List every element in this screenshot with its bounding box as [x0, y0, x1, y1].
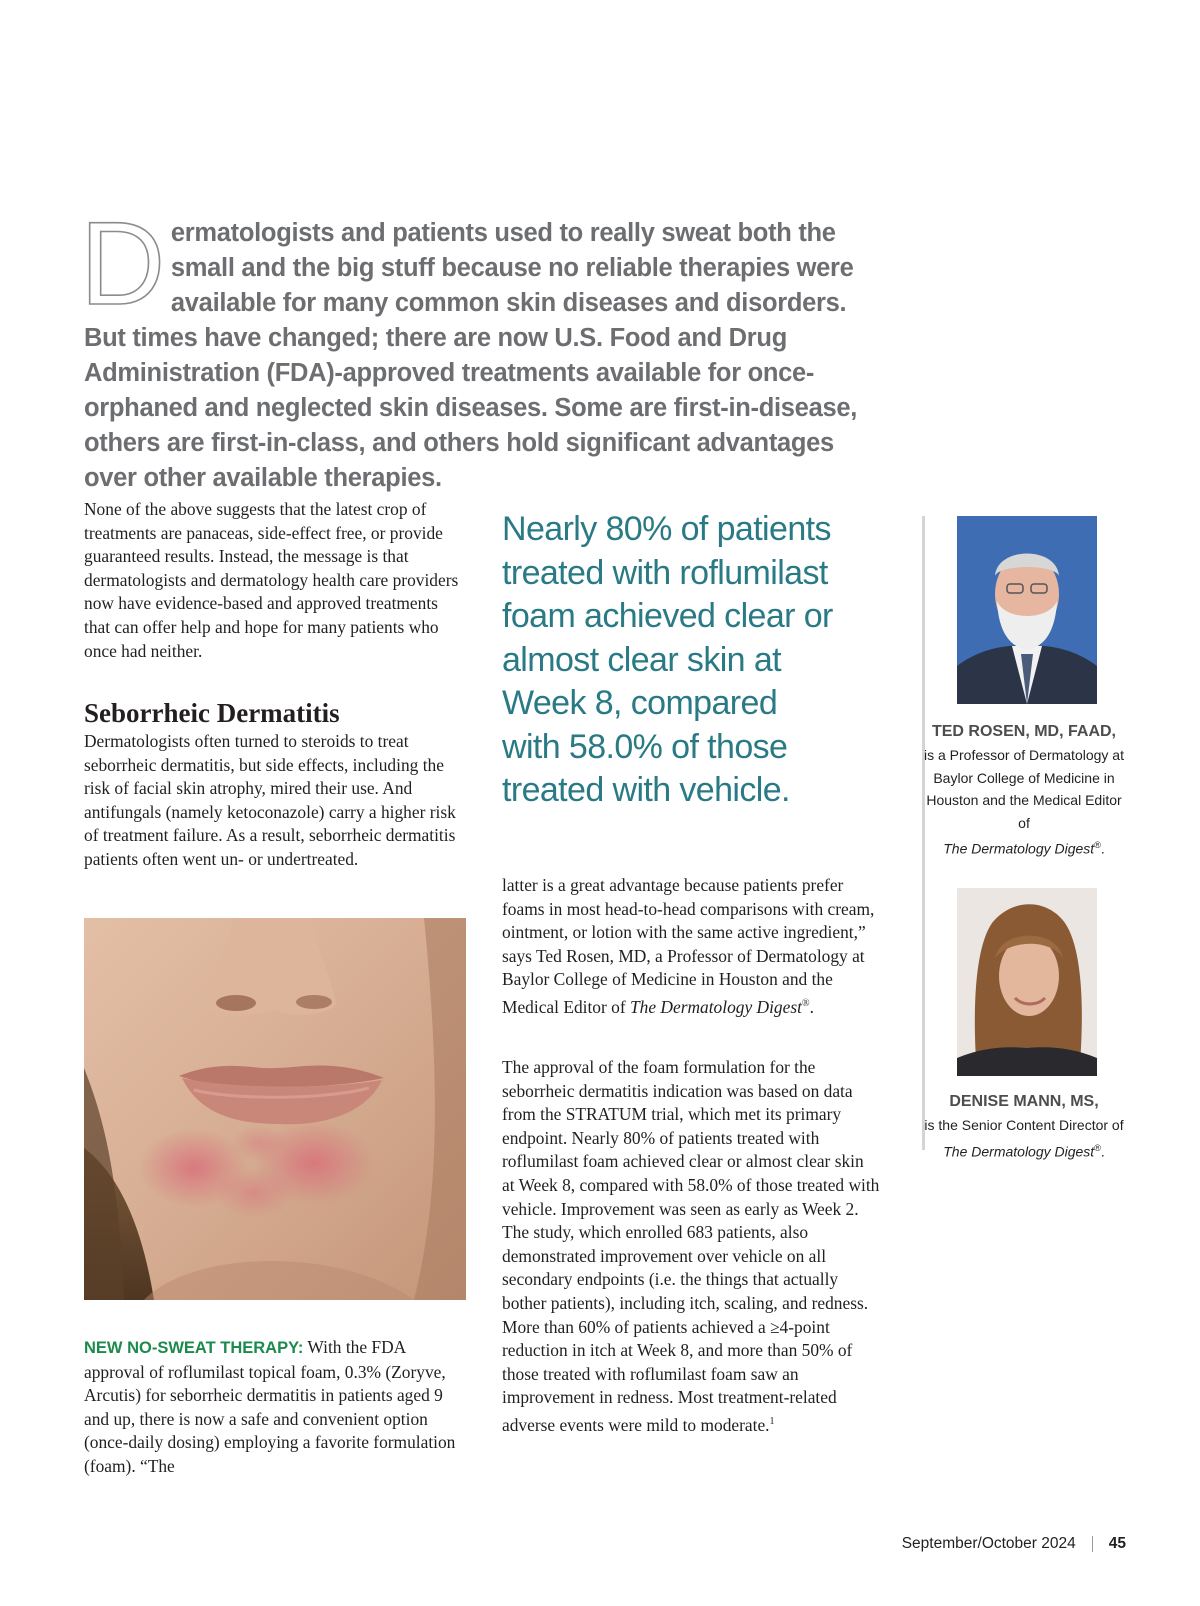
author-name-denise-mann: DENISE MANN, MS,: [949, 1093, 1099, 1110]
column2-para2-text: The approval of the foam formulation for the seborrheic dermatitis indication was based on data from the STRATUM trial, which met its primary endpoint. Nearly 80% of patients treated with roflumilast foam achieved clear or almost clear skin at Week 8, compared with 58.0% of those treated with vehicle. Improvement was seen as early as Week 2. The study, which enrolled 683 patients, also demonstrated improvement over vehicle on all secondary endpoints (i.e. the things that actually bother patients), including itch, scaling, and redness. More than 60% of patients achieved a ≥4-point reduction in itch at Week 8, and more than 50% of those treated with roflumilast foam saw an improvement in redness. Most treatment-related adverse events were mild to moderate.: [502, 1057, 880, 1435]
registered-mark: ®: [801, 997, 810, 1009]
pull-quote: Nearly 80% of patients treated with roflumilast foam achieved clear or almost clear skin at Week 8, compared with 58.0% of those treated with vehicle.: [502, 510, 833, 809]
section-heading: Seborrheic Dermatitis: [84, 698, 340, 728]
column2-para2: [502, 1056, 880, 1437]
intro-lede: [80, 198, 884, 496]
period: .: [1100, 841, 1105, 858]
footnote-ref: 1: [769, 1415, 775, 1427]
author-bio-ted-rosen: [919, 744, 1129, 861]
column1-para2: Dermatologists often turned to steroids to treat seborrheic dermatitis, but side effects, including the risk of facial skin atrophy, mired their use. And antifungals (namely ketoconazole) carry a higher risk of treatment failure. As a result, seborrheic dermatitis patients often went un- or undertreated.: [84, 731, 456, 869]
footer-divider: [1092, 1536, 1093, 1552]
caption-lead: NEW NO-SWEAT THERAPY:: [84, 1339, 304, 1357]
period: .: [809, 996, 814, 1017]
registered-mark: ®: [1094, 1142, 1101, 1153]
period: .: [1100, 1143, 1105, 1160]
issue-date: September/October 2024: [901, 1535, 1076, 1552]
column1-para1: None of the above suggests that the latest crop of treatments are panaceas, side-effect free, or provide guaranteed results. Instead, the message is that dermatologists and dermatology health care providers now have evidence-based and approved treatments that can offer help and hope for many patients who once had neither.: [84, 499, 459, 661]
author-bio-text: is the Senior Content Director of: [924, 1117, 1124, 1133]
intro-text: ermatologists and patients used to really sweat both the small and the big stuff because no reliable therapies were available for many common skin diseases and disorders. But times have changed; there are now U.S. Food and Drug Administration (FDA)-approved treatments available for once-orphaned and neglected skin diseases. Some are first-in-disease, others are first-in-class, and others hold significant advantages over other available therapies.: [84, 219, 857, 492]
drop-cap: D: [80, 198, 165, 330]
caption-text: With the FDA approval of roflumilast topical foam, 0.3% (Zoryve, Arcutis) for seborrheic dermatitis in patients aged 9 and up, there is now a safe and convenient option (once-daily dosing) employing a favorite formulation (foam). “The: [84, 1337, 456, 1476]
publication-name: The Dermatology Digest: [943, 1143, 1095, 1160]
author-photo-ted-rosen: [957, 516, 1097, 704]
page-number: 45: [1108, 1535, 1126, 1552]
author-photo-denise-mann: [957, 888, 1097, 1076]
publication-name: The Dermatology Digest: [629, 996, 802, 1017]
column2-para1: [502, 874, 880, 1019]
photo-caption: [84, 1336, 462, 1479]
publication-name: The Dermatology Digest: [943, 841, 1095, 858]
author-name-ted-rosen: TED ROSEN, MD, FAAD,: [931, 723, 1116, 740]
seborrheic-dermatitis-photo: [84, 918, 466, 1300]
registered-mark: ®: [1094, 840, 1101, 851]
column2-para1-text: latter is a great advantage because patients prefer foams in most head-to-head comparisons with cream, ointment, or lotion with the same active ingredient,” says Ted Rosen, MD, a Professor of Dermatology at Baylor College of Medicine in Houston and the Medical Editor of: [502, 875, 875, 1017]
page-footer: [902, 1535, 1126, 1553]
author-bio-denise-mann: [919, 1114, 1129, 1163]
author-bio-text: is a Professor of Dermatology at Baylor College of Medicine in Houston and the Medical Editor of: [924, 747, 1124, 831]
